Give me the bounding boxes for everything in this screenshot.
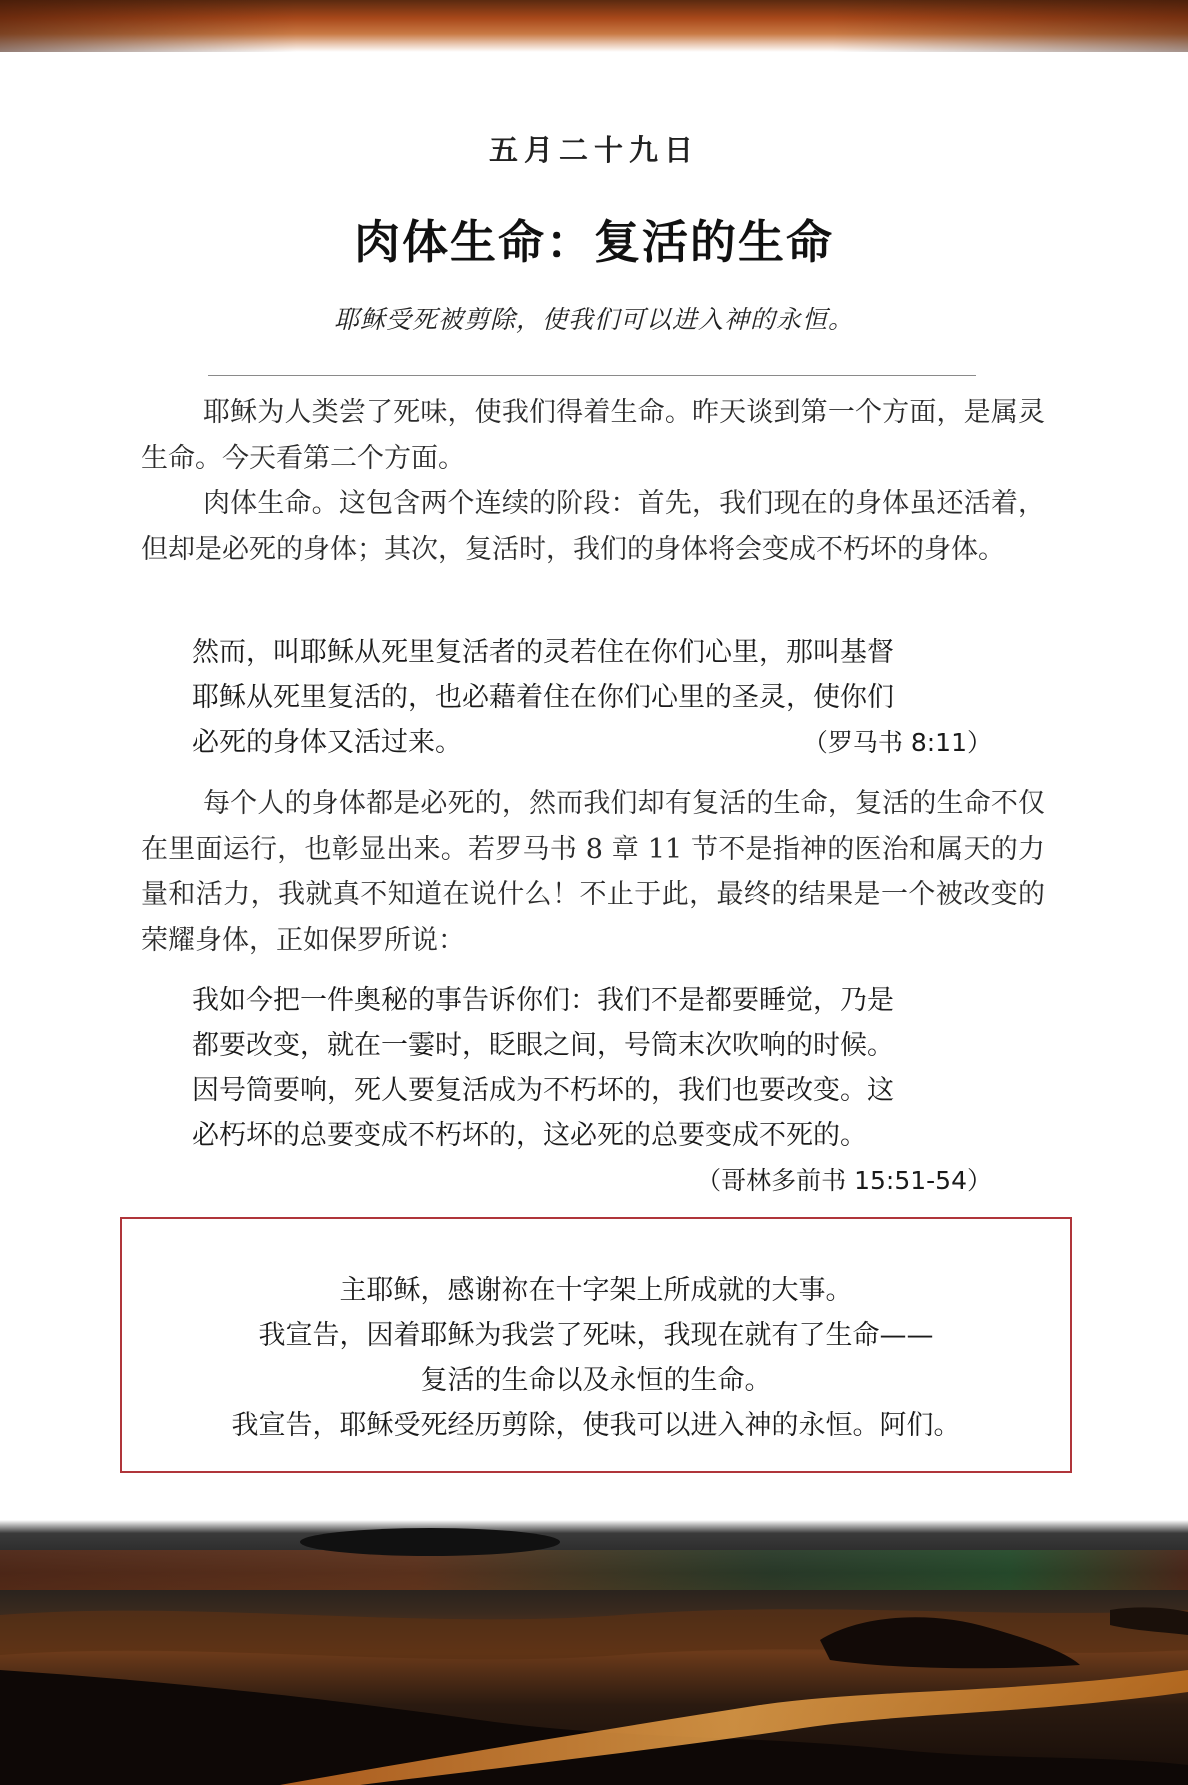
quote-line: 我如今把一件奥秘的事告诉你们：我们不是都要睡觉，乃是 [192, 985, 894, 1016]
scripture-reference: （罗马书 8:11） [802, 728, 992, 757]
body-paragraph: 肉体生命。这包含两个连续的阶段：首先，我们现在的身体虽还活着，但却是必死的身体；其次，复活时，我们的身体将会变成不朽坏的身体。 [141, 488, 1045, 565]
scripture-quote-1 [192, 630, 992, 765]
body-paragraph: 耶稣为人类尝了死味，使我们得着生命。昨天谈到第一个方面，是属灵生命。今天看第二个方面。 [141, 397, 1045, 474]
quote-line: 都要改变，就在一霎时，眨眼之间，号筒末次吹响的时候。 [192, 1030, 894, 1061]
prayer-line: 主耶稣，感谢祢在十字架上所成就的大事。 [339, 1275, 853, 1306]
body-section-2 [141, 781, 1045, 963]
prayer-line: 我宣告，因着耶稣为我尝了死味，我现在就有了生命—— [258, 1320, 934, 1351]
quote-line: 必死的身体又活过来。 [192, 727, 462, 758]
devotional-subtitle: 耶稣受死被剪除，使我们可以进入神的永恒。 [333, 305, 854, 334]
devotional-date: 五月二十九日 [488, 133, 699, 167]
sunset-landscape-image [0, 1520, 1188, 1785]
prayer-line: 我宣告，耶稣受死经历剪除，使我可以进入神的永恒。阿们。 [231, 1410, 961, 1441]
quote-line: 耶稣从死里复活的，也必藉着住在你们心里的圣灵，使你们 [192, 682, 894, 713]
prayer-box [120, 1217, 1072, 1473]
body-paragraph: 每个人的身体都是必死的，然而我们却有复活的生命，复活的生命不仅在里面运行，也彰显出来。若罗马书 8 章 11 节不是指神的医治和属天的力量和活力，我就真不知道在说什么！不止于此，最终的结果是一个被改变的荣耀身体，正如保罗所说： [141, 788, 1045, 956]
quote-line: 然而，叫耶稣从死里复活者的灵若住在你们心里，那叫基督 [192, 637, 894, 668]
scripture-quote-2 [192, 978, 992, 1203]
top-decorative-band [0, 0, 1188, 52]
prayer-line: 复活的生命以及永恒的生命。 [420, 1365, 772, 1396]
quote-line: 因号筒要响，死人要复活成为不朽坏的，我们也要改变。这 [192, 1075, 894, 1106]
divider-rule [208, 375, 976, 376]
devotional-title: 肉体生命：复活的生命 [354, 215, 834, 269]
quote-line: 必朽坏的总要变成不朽坏的，这必死的总要变成不死的。 [192, 1120, 867, 1151]
body-section-1 [141, 390, 1045, 572]
scripture-reference: （哥林多前书 15:51-54） [696, 1166, 992, 1195]
